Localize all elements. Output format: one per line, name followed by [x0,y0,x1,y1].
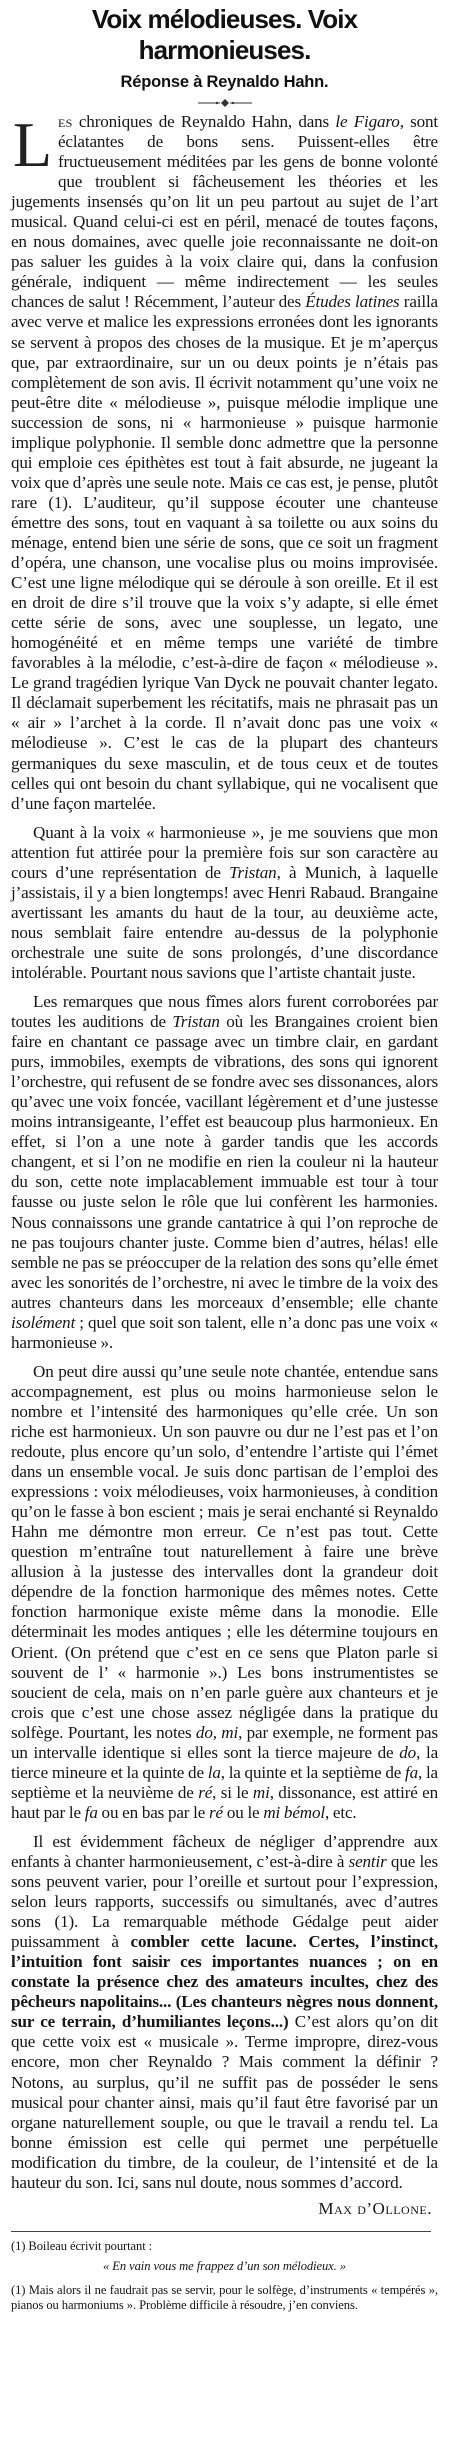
italic-run: isolément [11,1312,76,1332]
footnotes [11,2239,438,2313]
italic-run: Tristan [172,1012,220,1032]
text-run: , si le [212,1782,253,1802]
bold-run: combler cette lacune. Certes, l’instinct, l’intuition font saisir ces importantes nuances ; on en constate la présence chez des amateurs incultes, chez des pêcheurs napolitains... (Les chanteurs nègres nous donnent, sur ce terrain, d’humiliantes leçons...) [11,1932,438,2032]
text-run: ou le [223,1802,264,1822]
italic-run: fa [405,1762,418,1782]
footnote-1-quote [11,2259,438,2274]
italic-run: mi [221,1722,239,1742]
text-run: ; quel que soit son talent, elle n’a donc pas une voix « harmonieuse ». [11,1312,438,1352]
paragraph [11,109,439,814]
text-run: , la quinte et la septième de [220,1762,405,1782]
text-run: , etc. [324,1802,357,1822]
text-run: Il est évidemment fâcheux de négliger d’apprendre aux enfants à chanter harmonieusement, c’est-à-dire à [11,1831,438,1871]
text-run: Quant à la voix « harmonieuse », je me souviens que mon attention fut attirée pour la première fois sur son caractère au cours d’une représentation de [11,822,438,882]
footnote-1-intro: (1) Boileau écrivit pourtant : [11,2238,153,2253]
italic-run: sentir [348,1851,387,1871]
text-run: que les sons peuvent varier, pour l’oreille et surtout pour l’expression, selon leurs rapports, successifs ou simultanés, avec d’autres sons (1). La remarquable méthode Gédalge peut aider puissamment à [11,1851,438,1952]
paragraph [11,1832,438,2193]
ornament-divider-icon [196,98,254,108]
italic-run: do [195,1722,213,1742]
italic-run: ré [209,1802,223,1822]
text-run: Les remarques que nous fîmes alors furent corroborées par toutes les auditions de [11,992,438,1032]
footnote-2: (1) Mais alors il ne faudrait pas se servir, pour le solfège, d’instruments « tempérés », pianos ou harmoniums ». Problème difficile à résoudre, j’en conviens. [11,2282,438,2312]
author-signature: Max d’Ollone. [318,2198,432,2218]
text-run: , à Munich, à laquelle j’assistais, il y a bien longtemps! avec Henri Rabaud. Brangaine avertissant les amants du haut de la tour, au deuxième acte, nous semblait faire entendre au-dessus de la polyphonie orchestrale une suite de sons prolongés, d’une discordance intolérable. Pourtant nous savions que l’artiste chantait juste. [11,862,438,982]
footnote-quote-text: « En vain vous me frappez d’un son mélodieux. » [103,2258,346,2273]
drop-cap: L [13,109,52,180]
text-run: , la tierce mineure et la quinte de [11,1742,439,1782]
text-run: C’est alors qu’on dit que cette voix est « musicale ». Terme impropre, direz-vous encore, mon cher Reynaldo ? Mais comment la définir ? Notons, au surplus, qu’il ne suffit pas de posséder le sens musical pour chanter ainsi, mais qu’il faut être favorisé par un organe naturellement souple, ou que le travail a rendu tel. La bonne émission est celle qui permet une perpétuelle modification du timbre, de la couleur, de l’intensité et de la hauteur du son. Ici, sans nul doute, nous sommes d’accord. [11,2012,438,2192]
footnote-divider [11,2231,431,2232]
italic-run: ré [198,1782,213,1802]
smallcaps-run: es [57,112,73,131]
text-run: railla avec verve et malice les expressions erronées dont les ignorants se servent à propos des choses de la musique. Et je m’aperçus que, par extraordinaire, sur un ou deux points je n’étais pas complètement de son avis. Il écrivit notamment qu’une voix ne peut-être dite « mélodieuse », puisque mélodie implique une succession de sons, ni « harmonieuse » puisque harmonie implique polyphonie. Il semble donc admettre que la personne qui emploie ces épithètes est tout à fait absurde, ne jugeant la voix que d’après une seule note. Mais ce cas est, je pense, plutôt rare (1). L’auditeur, qu’il suppose écouter une chanteuse émettre des sons, tout en vaquant à sa toilette ou aux soins du ménage, entend bien une série de sons, que ce soit un fragment d’opéra, une chanson, une vocalise plus ou moins improvisée. C’est une ligne mélodique qui se déroule à son oreille. Et il est en droit de dire s’il trouve que la voix s’y adapte, si elle émet cette série de sons, avec une souplesse, un legato, une homogénéité et en même temps une variété de timbre favorables à la mélodie, c’est-à-dire de façon « mélodieuse ». Le grand tragédien lyrique Van Dyck ne pouvait chanter legato. Il déclamait superbement les récitatifs, mais ne phrasait pas un « air » l’archet à la corde. Il n’avait donc pas une voix « mélodieuse ». C’est le cas de la plupart des chanteurs germaniques du sexe masculin, et de tous ceux et de toutes celles qui ont besoin du chant syllabique, qui ne vocalisent que d’une façon martelée. [11,292,438,813]
text-run: où les Brangaines croient bien faire en chantant ce passage avec un timbre clair, en gardant purs, immobiles, exempts de vibrations, des sons qui ignorent l’orchestre, qui refusent de se fondre avec ses dissonances, alors qu’avec une voix foncée, vacillant légèrement et d’une justesse moins intransigeante, l’effet est beaucoup plus harmonieux. En effet, si l’on a une note à garder tandis que les accords changent, et si l’on ne modifie en rien la couleur ni la hauteur du son, cette note implacablement immuable est tour à tour fausse ou juste selon le rôle que lui confèrent les harmonies. Nous connaissons une grande cantatrice à qui l’on reproche de ne pas toujours chanter juste. Comme bien d’autres, hélas! elle semble ne pas se préoccuper de la relation des sons qu’elle émet avec les sonorités de l’orchestre, ni avec le timbre de la voix des autres chanteurs dans les morceaux d’ensemble; elle chante [11,1012,438,1312]
paragraph [11,1362,438,1823]
text-run: On peut dire aussi qu’une seule note chantée, entendue sans accompagnement, est plus ou moins harmonieuse selon le nombre et l’intensité des harmoniques qu’elle crée. Un son riche est harmonieux. Un son pauvre ou dur ne l’est pas et l’on redoute, plus encore qu’un solo, d’entendre l’artiste qui l’émet dans un ensemble vocal. Je suis donc partisan de l’emploi des expressions : voix mélodieuses, voix harmonieuses, à condition qu’on le fasse à bon escient ; mais je serai enchanté si Reynaldo Hahn me démontre mon erreur. Ce n’est pas tout. Cette question m’entraîne tout naturellement à faire une brève allusion à la justesse des intervalles dont la grandeur doit dépendre de la fonction harmonique des mêmes notes. Cette fonction harmonique existe même dans la monodie. Elle déterminait les modes antiques ; elle les détermine toujours en Orient. (On prétend que c’est en ce sens que Platon parle si souvent de l’ « harmonie ».) Les bons instrumentistes se soucient de cela, mais on n’en parle guère aux chanteurs et je crois que c’est une chose assez négligée dans la pratique du solfège. Pourtant, les notes [11,1361,438,1742]
italic-run: Tristan [229,862,277,882]
italic-run: la [207,1762,221,1782]
italic-run: fa [84,1802,98,1822]
text-run: , par exemple, ne forment pas un intervalle identique si elles sont la tierce majeure de [11,1722,439,1762]
text-run: chroniques de Reynaldo Hahn, dans [72,112,336,131]
italic-run: do [399,1742,417,1762]
italic-run: le Figaro [335,112,400,131]
italic-run: mi [252,1782,270,1802]
paragraph [11,992,438,1353]
article-subtitle: Réponse à Reynaldo Hahn. [120,73,329,91]
italic-run: mi bémol [263,1802,325,1822]
text-run: ou en bas par le [97,1802,210,1822]
paragraph [11,823,438,983]
text-run: , sont éclatantes de bons sens. Puissent-elles être fructueusement méditées par les gens de bonne volonté que troublent si fâcheusement les théories et les jugements insensés qu’on lit un peu partout au sujet de l’art musical. Quand celui-ci est en péril, menacé de toutes façons, en nous domaines, avec quelle joie reconnaissante ne doit-on pas saluer les guides à la voix claire qui, dans la confusion générale, indiquent — même indirectement — les seules chances de salut ! Récemment, l’auteur des [11,112,439,312]
article-body [11,109,439,2193]
text-run: , [212,1722,222,1742]
article-title: Voix mélodieuses. Voix harmonieuses. [91,4,358,65]
italic-run: Études latines [305,292,400,312]
text-run: , la septième et la neuvième de [11,1762,438,1802]
text-run: , dissonance, est attiré en haut par le [11,1782,438,1822]
